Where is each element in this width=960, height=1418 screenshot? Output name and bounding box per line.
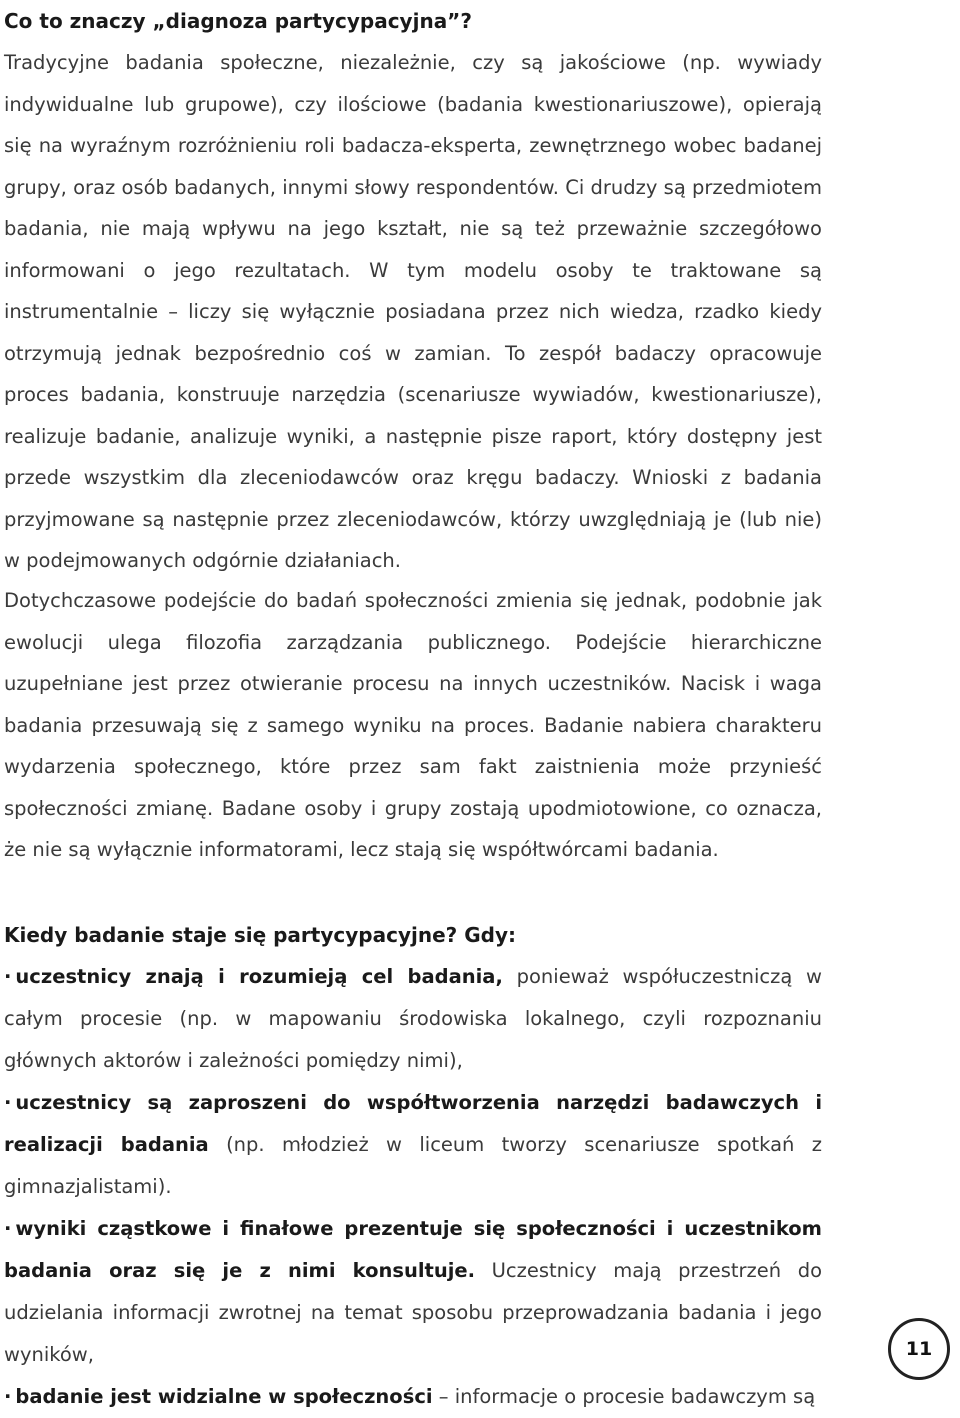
subsection-heading: Kiedy badanie staje się partycypacyjne? Gdy: bbox=[4, 923, 516, 947]
bullet-icon: · bbox=[4, 1385, 12, 1408]
bullet-text: – informacje o procesie badawczym są bbox=[432, 1385, 816, 1408]
bullet-text: Uczestnicy mają przestrzeń do udzielania informacji zwrotnej na temat sposobu przeprowadzania badania i jego wyników, bbox=[4, 1259, 822, 1366]
page-number-badge bbox=[888, 1318, 950, 1380]
bullet-item bbox=[4, 1376, 822, 1418]
section-when-participatory bbox=[4, 914, 822, 1418]
bullet-text: (np. młodzież w liceum tworzy scenariusze spotkań z gimnazjalistami). bbox=[4, 1133, 822, 1198]
document-page bbox=[4, 0, 822, 1408]
bullet-item bbox=[4, 956, 822, 1082]
section-heading: Co to znaczy „diagnoza partycypacyjna”? bbox=[4, 9, 472, 33]
bullet-text: ponieważ współuczestniczą w całym procesie (np. w mapowaniu środowiska lokalnego, czyli rozpoznaniu głównych aktorów i zależności pomiędzy nimi), bbox=[4, 965, 822, 1072]
bullet-bold-text: wyniki cząstkowe i finałowe prezentuje się społeczności i uczestnikom badania oraz się je z nimi konsultuje. bbox=[4, 1217, 822, 1282]
bullet-icon: · bbox=[4, 1091, 12, 1114]
bullet-icon: · bbox=[4, 965, 12, 988]
shift-paragraph: Dotychczasowe podejście do badań społeczności zmienia się jednak, podobnie jak ewolucji ulega filozofia zarządzania publicznego. Podejście hierarchiczne uzupełniane jest przez otwieranie procesu na innych uczestników. Nacisk i waga badania przesuwają się z samego wyniku na proces. Badanie nabiera charakteru wydarzenia społecznego, które przez sam fakt zaistnienia może przynieść społeczności zmianę. Badane osoby i grupy zostają upodmiotowione, co oznacza, że nie są wyłącznie informatorami, lecz stają się współtwórcami badania. bbox=[4, 589, 822, 861]
intro-paragraph: Tradycyjne badania społeczne, niezależnie, czy są jakościowe (np. wywiady indywidualne lub grupowe), czy ilościowe (badania kwestionariuszowe), opierają się na wyraźnym rozróżnieniu roli badacza-eksperta, zewnętrznego wobec badanej grupy, oraz osób badanych, innymi słowy respondentów. Ci drudzy są przedmiotem badania, nie mają wpływu na jego kształt, nie są też przeważnie szczegółowo informowani o jego rezultatach. W tym modelu osoby te traktowane są instrumentalnie – liczy się wyłącznie posiadana przez nich wiedza, rzadko kiedy otrzymują jednak bezpośrednio coś w zamian. To zespół badaczy opracowuje proces badania, konstruuje narzędzia (scenariusze wywiadów, kwestionariusze), realizuje badanie, analizuje wyniki, a następnie pisze raport, który dostępny jest przede wszystkim dla zleceniodawców oraz kręgu badaczy. Wnioski z badania przyjmowane są następnie przez zleceniodawców, którzy uwzględniają je (lub nie) w podejmowanych odgórnie działaniach. bbox=[4, 51, 822, 572]
page-number: 11 bbox=[905, 1338, 933, 1360]
bullet-item bbox=[4, 1208, 822, 1376]
bullet-bold-text: uczestnicy znają i rozumieją cel badania, bbox=[15, 965, 503, 988]
bullet-item bbox=[4, 1082, 822, 1208]
section-participatory-shift bbox=[4, 580, 822, 871]
bullet-icon: · bbox=[4, 1217, 12, 1240]
bullet-bold-text: uczestnicy są zaproszeni do współtworzenia narzędzi badawczych i realizacji badania bbox=[4, 1091, 822, 1156]
bullet-bold-text: badanie jest widzialne w społeczności bbox=[15, 1385, 433, 1408]
